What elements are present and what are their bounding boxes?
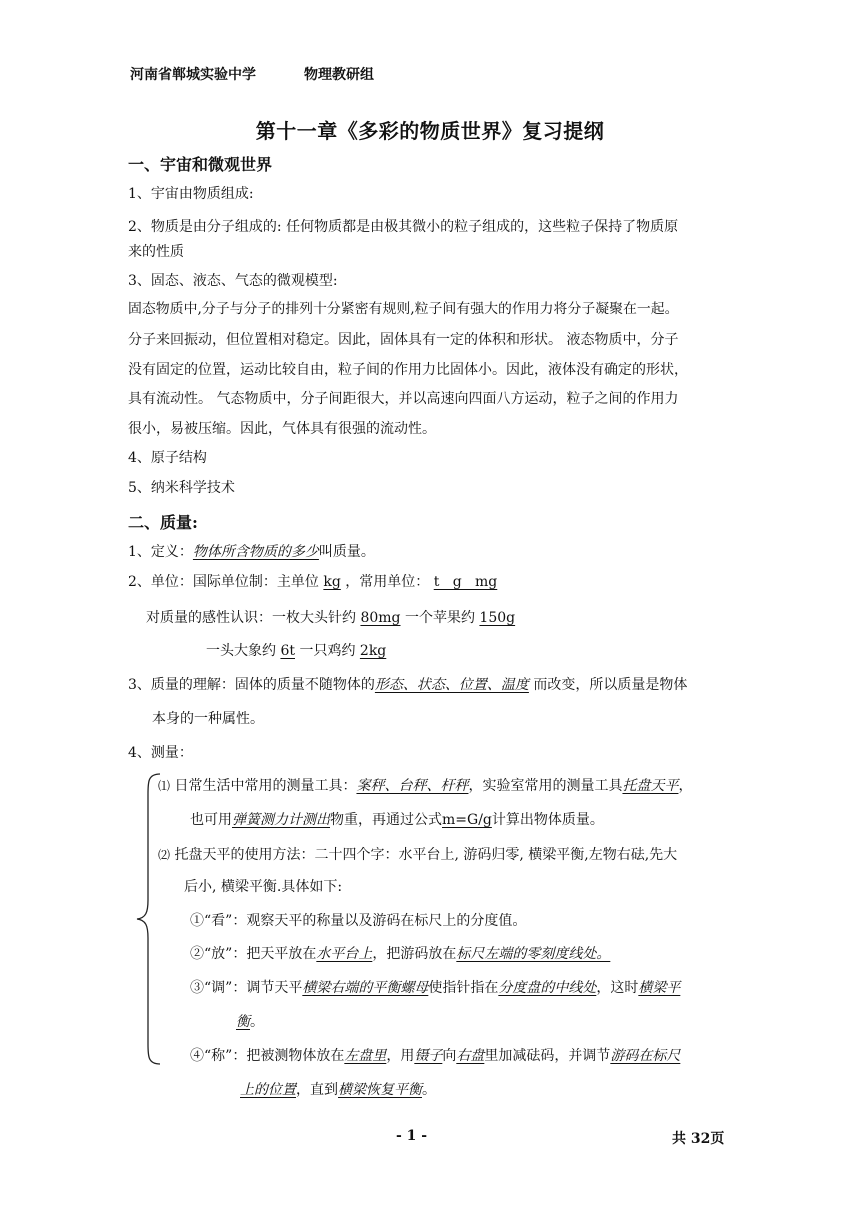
- measure-item-1: ⑴ 日常生活中常用的测量工具：案秤、台秤、杆秤，实验室常用的测量工具托盘天平，: [158, 778, 693, 794]
- page-total: 共 32页: [672, 1131, 725, 1147]
- step-weigh: ④“称”：把被测物体放在左盘里，用镊子向右盘里加减砝码，并调节游码在标尺: [190, 1048, 681, 1064]
- s1-line-1: 1、宇宙由物质组成:: [128, 186, 254, 202]
- section-1-heading: 一、宇宙和微观世界: [128, 155, 273, 174]
- s1-line-2a: 2、物质是由分子组成的: 任何物质都是由极其微小的粒子组成的，这些粒子保持了物质原: [128, 219, 679, 235]
- s2-definition: 1、定义：物体所含物质的多少叫质量。: [128, 544, 375, 560]
- page-title: 第十一章《多彩的物质世界》复习提纲: [255, 119, 605, 143]
- s2-measure-heading: 4、测量：: [128, 745, 193, 761]
- measure-item-2: ⑵ 托盘天平的使用方法：二十四个字：水平台上, 游码归零, 横梁平衡,左物右砝,先大: [158, 847, 678, 863]
- s1-para-1: 固态物质中,分子与分子的排列十分紧密有规则,粒子间有强大的作用力将分子凝聚在一起。: [128, 301, 679, 317]
- step-weigh-2: 上的位置，直到横梁恢复平衡。: [240, 1082, 436, 1098]
- s1-line-3: 3、固态、液态、气态的微观模型:: [128, 273, 338, 289]
- step-adjust: ③“调”：调节天平横梁右端的平衡螺母使指针指在分度盘的中线处，这时横梁平: [190, 980, 681, 996]
- step-place: ②“放”：把天平放在水平台上，把游码放在标尺左端的零刻度线处。: [190, 946, 611, 962]
- page-number: - 1 -: [396, 1128, 428, 1144]
- s2-units: 2、单位：国际单位制：主单位 kg ，常用单位： t g mg: [128, 574, 498, 590]
- s1-para-2: 分子来回振动，但位置相对稳定。因此，固体具有一定的体积和形状。 液态物质中，分子: [128, 332, 679, 348]
- s2-sense-2: 一头大象约 6t 一只鸡约 2kg: [206, 643, 387, 659]
- s1-line-5: 5、纳米科学技术: [128, 480, 235, 496]
- header-group: 物理教研组: [304, 67, 374, 83]
- s2-sense: 对质量的感性认识：一枚大头针约 80mg 一个苹果约 150g: [146, 610, 516, 626]
- s1-para-4: 具有流动性。 气态物质中，分子间距很大，并以高速向四面八方运动，粒子之间的作用力: [128, 391, 679, 407]
- step-look: ①“看”：观察天平的称量以及游码在标尺上的分度值。: [190, 913, 527, 929]
- left-brace-icon: [134, 772, 164, 1066]
- s2-understanding-2: 本身的一种属性。: [152, 711, 264, 727]
- measure-item-2b: 后小, 横梁平衡.具体如下:: [184, 879, 343, 895]
- s1-para-3: 没有固定的位置，运动比较自由，粒子间的作用力比固体小。因此，液体没有确定的形状，: [128, 362, 688, 378]
- s1-line-4: 4、原子结构: [128, 450, 207, 466]
- s2-understanding: 3、质量的理解：固体的质量不随物体的形态、状态、位置、温度 而改变，所以质量是物体: [128, 677, 688, 693]
- step-adjust-2: 衡。: [236, 1014, 264, 1030]
- section-2-heading: 二、质量:: [128, 513, 198, 532]
- s1-para-5: 很小，易被压缩。因此，气体具有很强的流动性。: [128, 421, 436, 437]
- header-school: 河南省郸城实验中学: [130, 67, 256, 83]
- measure-item-1b: 也可用弹簧测力计测出物重，再通过公式m=G/g计算出物体质量。: [190, 812, 604, 828]
- s1-line-2b: 来的性质: [128, 244, 184, 260]
